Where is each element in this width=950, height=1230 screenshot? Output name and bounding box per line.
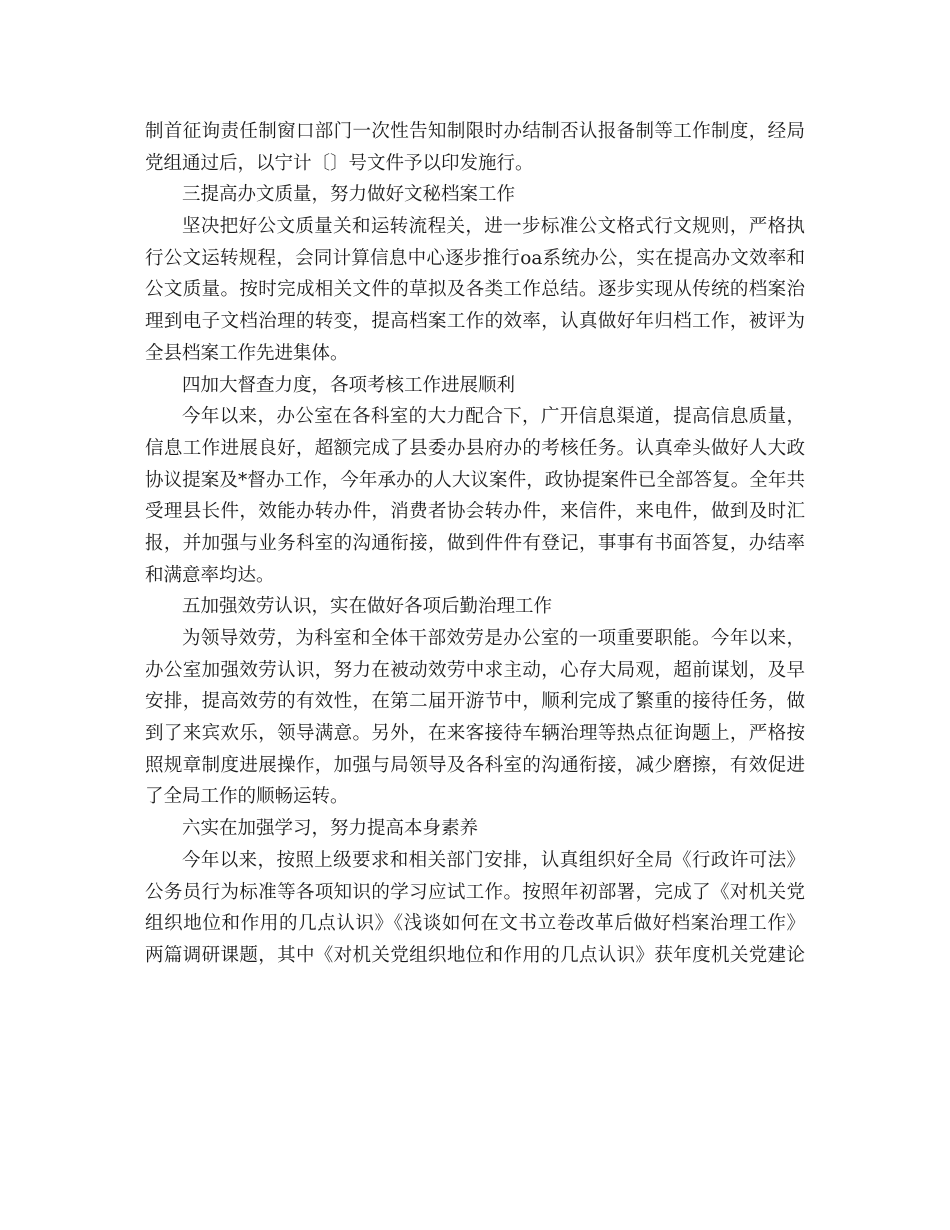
paragraph-line: 安排，提高效劳的有效性，在第二届开游节中，顺利完成了繁重的接待任务，做 (145, 691, 805, 713)
section-heading: 六实在加强学习，努力提高本身素养 (182, 818, 479, 840)
section-heading: 四加大督查力度，各项考核工作进展顺利 (182, 374, 516, 396)
paragraph-line: 组织地位和作用的几点认识》《浅谈如何在文书立卷改革后做好档案治理工作》 (145, 913, 805, 935)
paragraph-line: 全县档案工作先进集体。 (145, 342, 349, 364)
paragraph-line: 照规章制度进展操作，加强与局领导及各科室的沟通衔接，减少磨擦，有效促进 (145, 754, 805, 776)
paragraph-line: 坚决把好公文质量关和运转流程关，进一步标准公文格式行文规则，严格执 (182, 216, 805, 238)
paragraph-line: 协议提案及*督办工作，今年承办的人大议案件，政协提案件已全部答复。全年共 (145, 469, 805, 491)
paragraph-line: 办公室加强效劳认识，努力在被动效劳中求主动，心存大局观，超前谋划，及早 (145, 659, 805, 681)
paragraph-line: 为领导效劳，为科室和全体干部效劳是办公室的一项重要职能。今年以来， (182, 628, 805, 649)
paragraph-line: 报，并加强与业务科室的沟通衔接，做到件件有登记，事事有书面答复，办结率 (145, 532, 805, 554)
paragraph-line: 公文质量。按时完成相关文件的草拟及各类工作总结。逐步实现从传统的档案治 (145, 279, 805, 301)
paragraph-line: 信息工作进展良好，超额完成了县委办县府办的考核任务。认真牵头做好人大政 (145, 437, 805, 459)
paragraph-line: 制首征询责任制窗口部门一次性告知制限时办结制否认报备制等工作制度，经局 (145, 121, 805, 142)
paragraph-line: 了全局工作的顺畅运转。 (145, 786, 349, 808)
paragraph-line: 两篇调研课题，其中《对机关党组织地位和作用的几点认识》获年度机关党建论 (145, 944, 805, 966)
paragraph-line: 今年以来，办公室在各科室的大力配合下，广开信息渠道，提高信息质量， (182, 406, 805, 428)
section-heading: 五加强效劳认识，实在做好各项后勤治理工作 (182, 596, 553, 618)
paragraph-line: 到了来宾欢乐，领导满意。另外，在来客接待车辆治理等热点征询题上，严格按 (145, 723, 805, 745)
paragraph-line: 行公文运转规程，会同计算信息中心逐步推行oa系统办公，实在提高办文效率和 (145, 247, 805, 269)
paragraph-line: 和满意率均达。 (145, 564, 275, 586)
paragraph-line: 今年以来，按照上级要求和相关部门安排，认真组织好全局《行政许可法》 (182, 849, 805, 871)
document-body (145, 116, 805, 972)
paragraph-line: 受理县长件，效能办转办件，消费者协会转办件，来信件，来电件，做到及时汇 (145, 501, 805, 523)
paragraph-line: 党组通过后，以宁计〔〕号文件予以印发施行。 (145, 152, 534, 174)
section-heading: 三提高办文质量，努力做好文秘档案工作 (182, 184, 516, 206)
paragraph-line: 理到电子文档治理的转变，提高档案工作的效率，认真做好年归档工作，被评为 (145, 311, 805, 333)
paragraph-line: 公务员行为标准等各项知识的学习应试工作。按照年初部署，完成了《对机关党 (145, 881, 805, 903)
